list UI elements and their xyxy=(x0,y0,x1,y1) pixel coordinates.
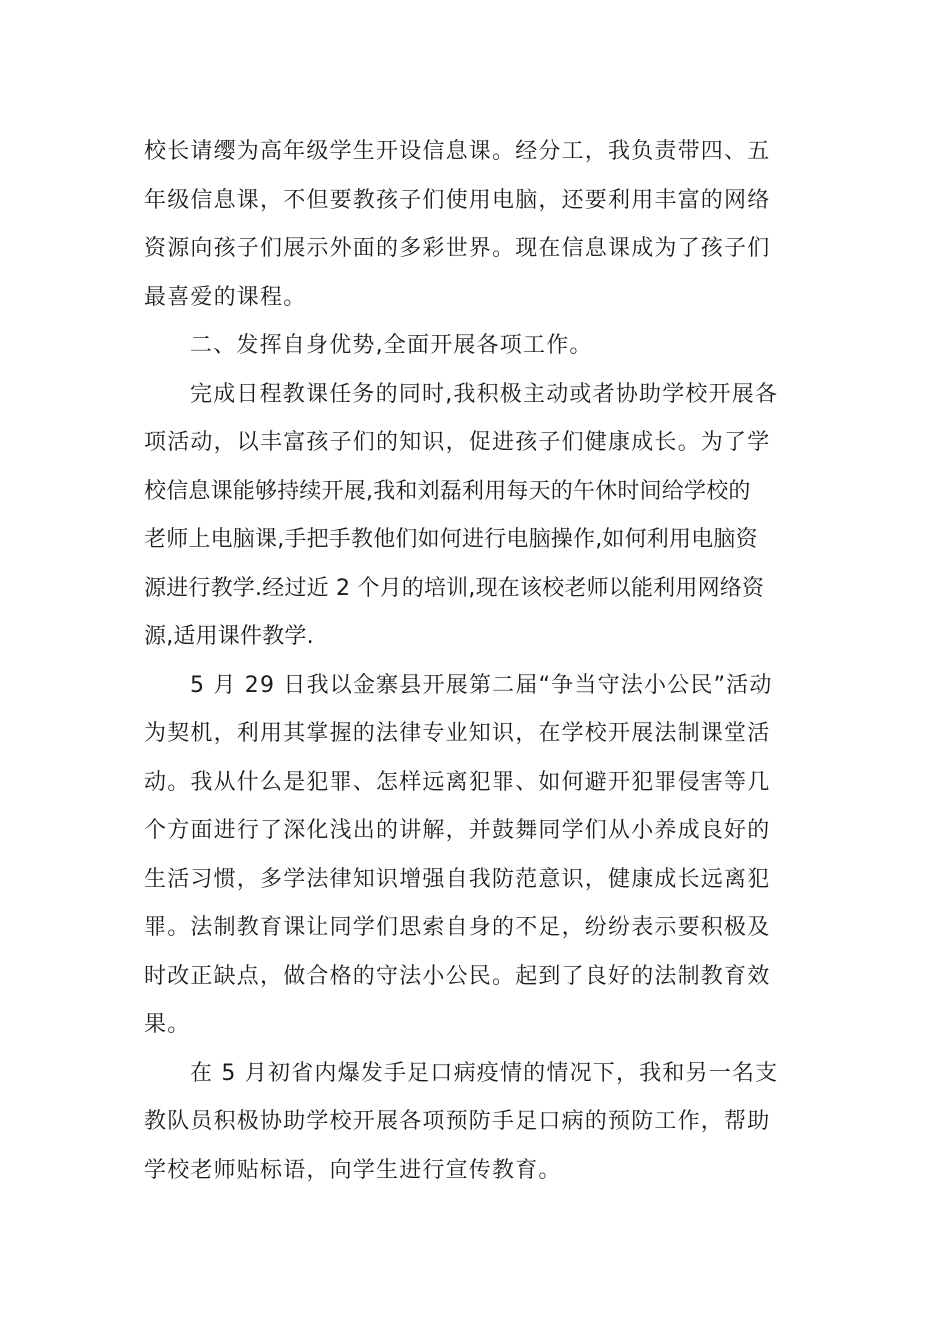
text-line: 资源向孩子们展示外面的多彩世界。现在信息课成为了孩子们 xyxy=(144,236,771,261)
text-line: 源,适用课件教学. xyxy=(144,624,314,649)
text-line: 最喜爱的课程。 xyxy=(144,284,307,310)
text-line: 老师上电脑课,手把手教他们如何进行电脑操作,如何利用电脑资 xyxy=(144,527,758,552)
text-line: 果。 xyxy=(144,1012,191,1037)
text-line: 为契机，利用其掌握的法律专业知识，在学校开展法制课堂活 xyxy=(144,721,771,746)
text-line: 学校老师贴标语，向学生进行宣传教育。 xyxy=(144,1157,562,1183)
text-line: 罪。法制教育课让同学们思索自身的不足，纷纷表示要积极及 xyxy=(144,915,771,940)
text-line: 在 5 月初省内爆发手足口病疫情的情况下，我和另一名支 xyxy=(190,1060,779,1086)
text-line: 动。我从什么是犯罪、怎样远离犯罪、如何避开犯罪侵害等几 xyxy=(144,769,771,795)
text-line: 项活动，以丰富孩子们的知识，促进孩子们健康成长。为了学 xyxy=(144,430,771,455)
text-line: 生活习惯，多学法律知识增强自我防范意识，健康成长远离犯 xyxy=(144,866,771,892)
text-line: 时改正缺点，做合格的守法小公民。起到了良好的法制教育效 xyxy=(144,963,771,989)
text-line: 教队员积极协助学校开展各项预防手足口病的预防工作，帮助 xyxy=(144,1109,771,1134)
text-line: 完成日程教课任务的同时,我积极主动或者协助学校开展各 xyxy=(190,381,779,407)
document-body xyxy=(144,128,808,1195)
text-line: 年级信息课，不但要教孩子们使用电脑，还要利用丰富的网络 xyxy=(144,187,771,213)
section-heading: 二、发挥自身优势,全面开展各项工作。 xyxy=(190,333,593,358)
text-line: 个方面进行了深化浅出的讲解，并鼓舞同学们从小养成良好的 xyxy=(144,818,771,843)
text-line: 源进行教学.经过近 2 个月的培训,现在该校老师以能利用网络资 xyxy=(144,575,765,601)
text-line: 5 月 29 日我以金寨县开展第二届“争当守法小公民”活动 xyxy=(190,672,773,698)
text-line: 校信息课能够持续开展,我和刘磊利用每天的午休时间给学校的 xyxy=(144,478,751,504)
text-line: 校长请缨为高年级学生开设信息课。经分工，我负责带四、五 xyxy=(144,139,771,164)
